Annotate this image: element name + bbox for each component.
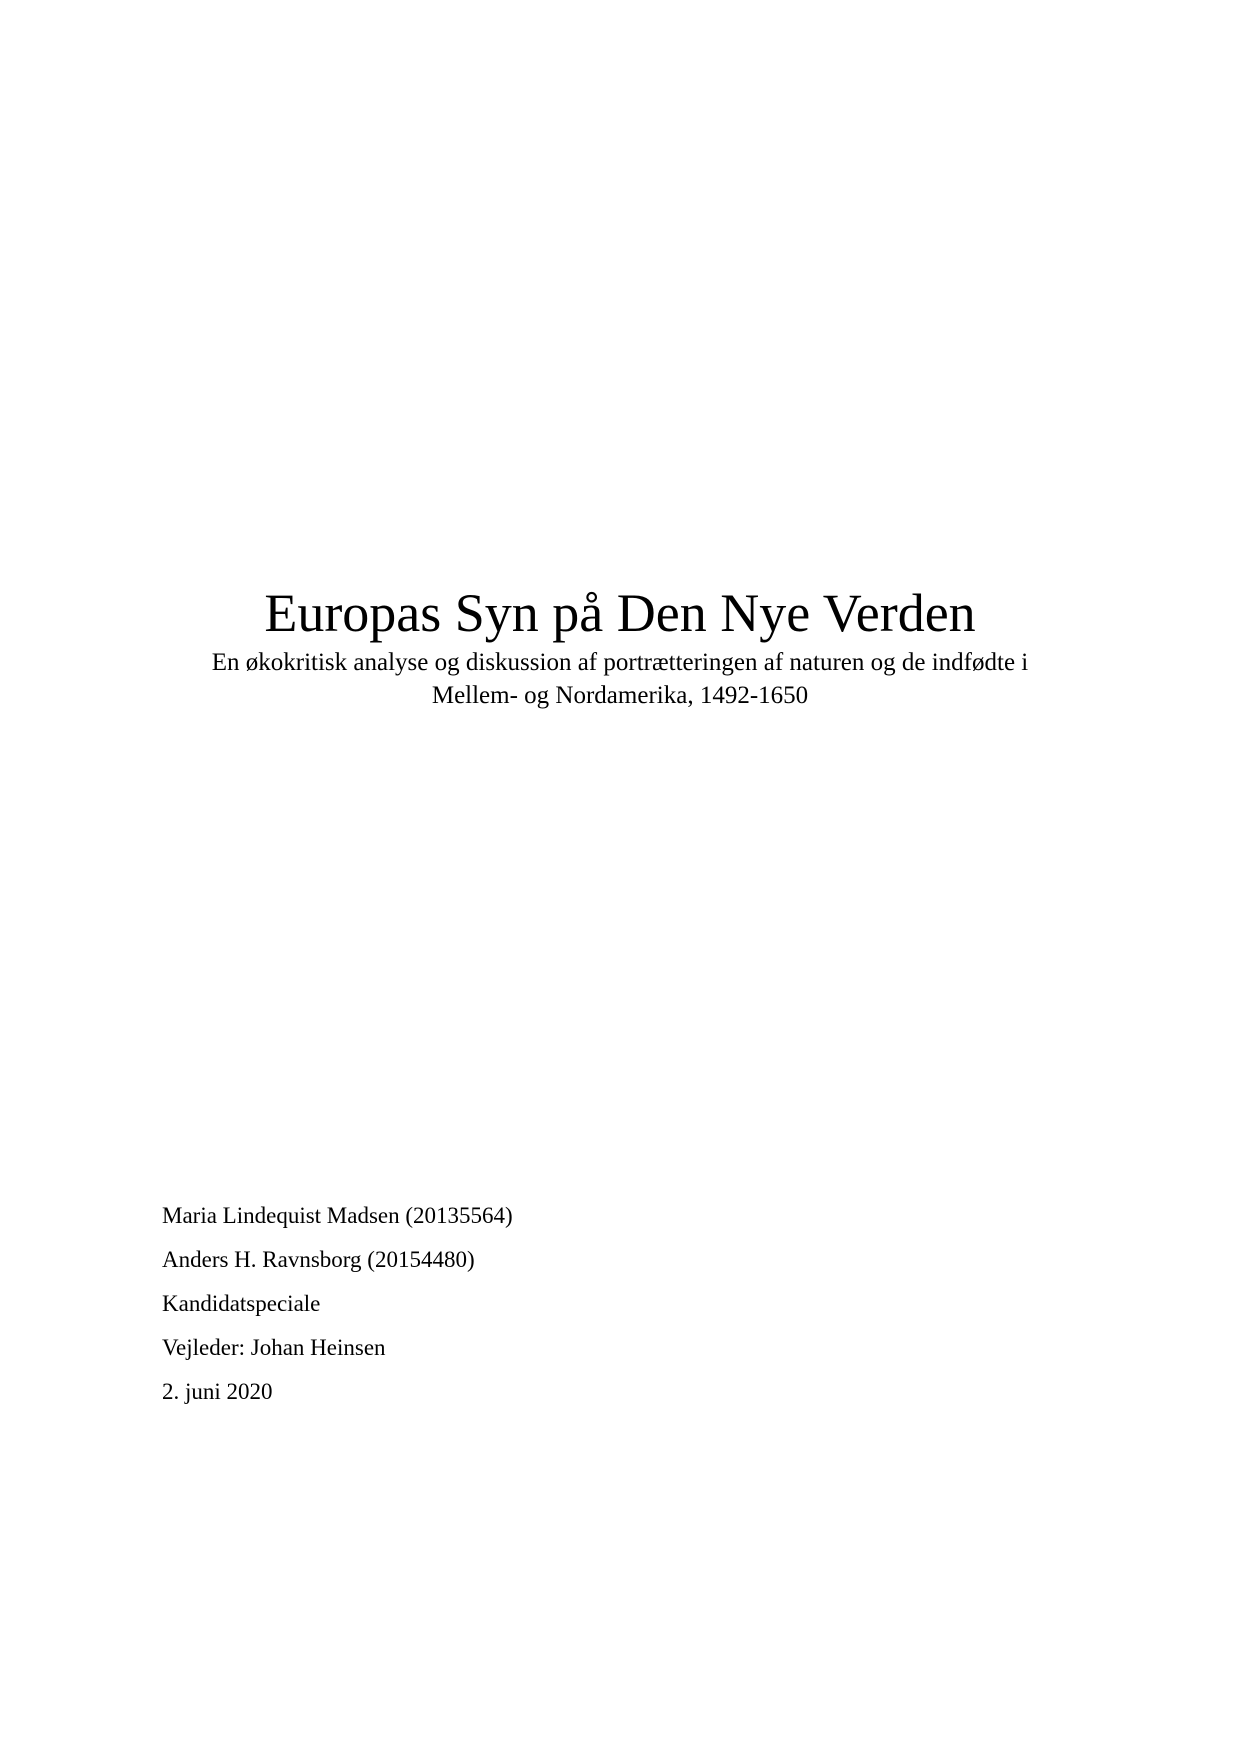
supervisor: Vejleder: Johan Heinsen: [162, 1335, 386, 1360]
document-title: Europas Syn på Den Nye Verden: [264, 583, 976, 643]
date: 2. juni 2020: [162, 1379, 273, 1404]
subtitle-line-1: En økokritisk analyse og diskussion af portrætteringen af naturen og de indfødte i: [211, 649, 1029, 676]
thesis-type: Kandidatspeciale: [162, 1291, 321, 1316]
author-2: Anders H. Ravnsborg (20154480): [162, 1247, 475, 1272]
subtitle-line-2: Mellem- og Nordamerika, 1492-1650: [431, 682, 809, 709]
author-1: Maria Lindequist Madsen (20135564): [162, 1203, 513, 1228]
author-info-block: [162, 1202, 513, 1422]
title-block: [0, 580, 1240, 712]
